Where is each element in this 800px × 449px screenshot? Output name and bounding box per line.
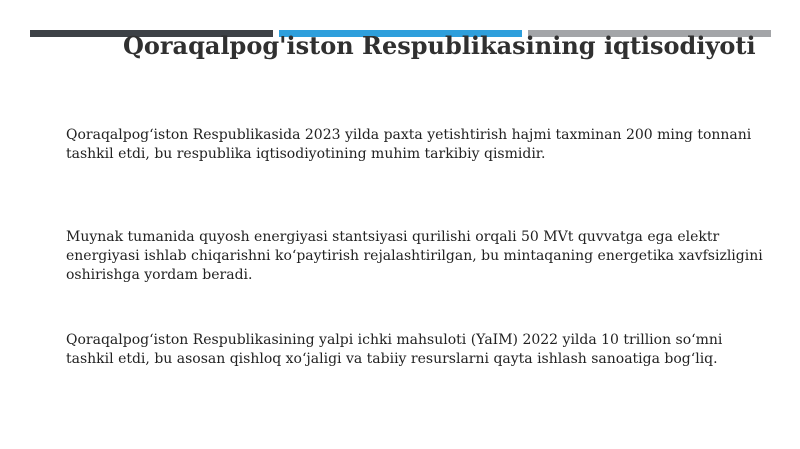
paragraph-cotton: Qoraqalpog‘iston Respublikasida 2023 yilda paxta yetishtirish hajmi taxminan 200 ming tonnani tashkil etdi, bu respublika iqtisodiyotining muhim tarkibiy qismidir. bbox=[66, 127, 752, 162]
paragraph-gdp: Qoraqalpog‘iston Respublikasining yalpi ichki mahsuloti (YaIM) 2022 yilda 10 trillion so‘mni tashkil etdi, bu asosan qishloq xo‘jaligi va tabiiy resurslarni qayta ishlash sanoatiga bog‘liq. bbox=[66, 332, 723, 367]
paragraph-solar: Muynak tumanida quyosh energiyasi stantsiyasi qurilishi orqali 50 MVt quvvatga ega elektr energiyasi ishlab chiqarishni ko‘paytirish rejalashtirilgan, bu mintaqaning energetika xavfsizligini oshirishga yordam beradi. bbox=[66, 229, 763, 283]
slide-title: Qoraqalpog'iston Respublikasining iqtisodiyoti bbox=[123, 31, 756, 60]
